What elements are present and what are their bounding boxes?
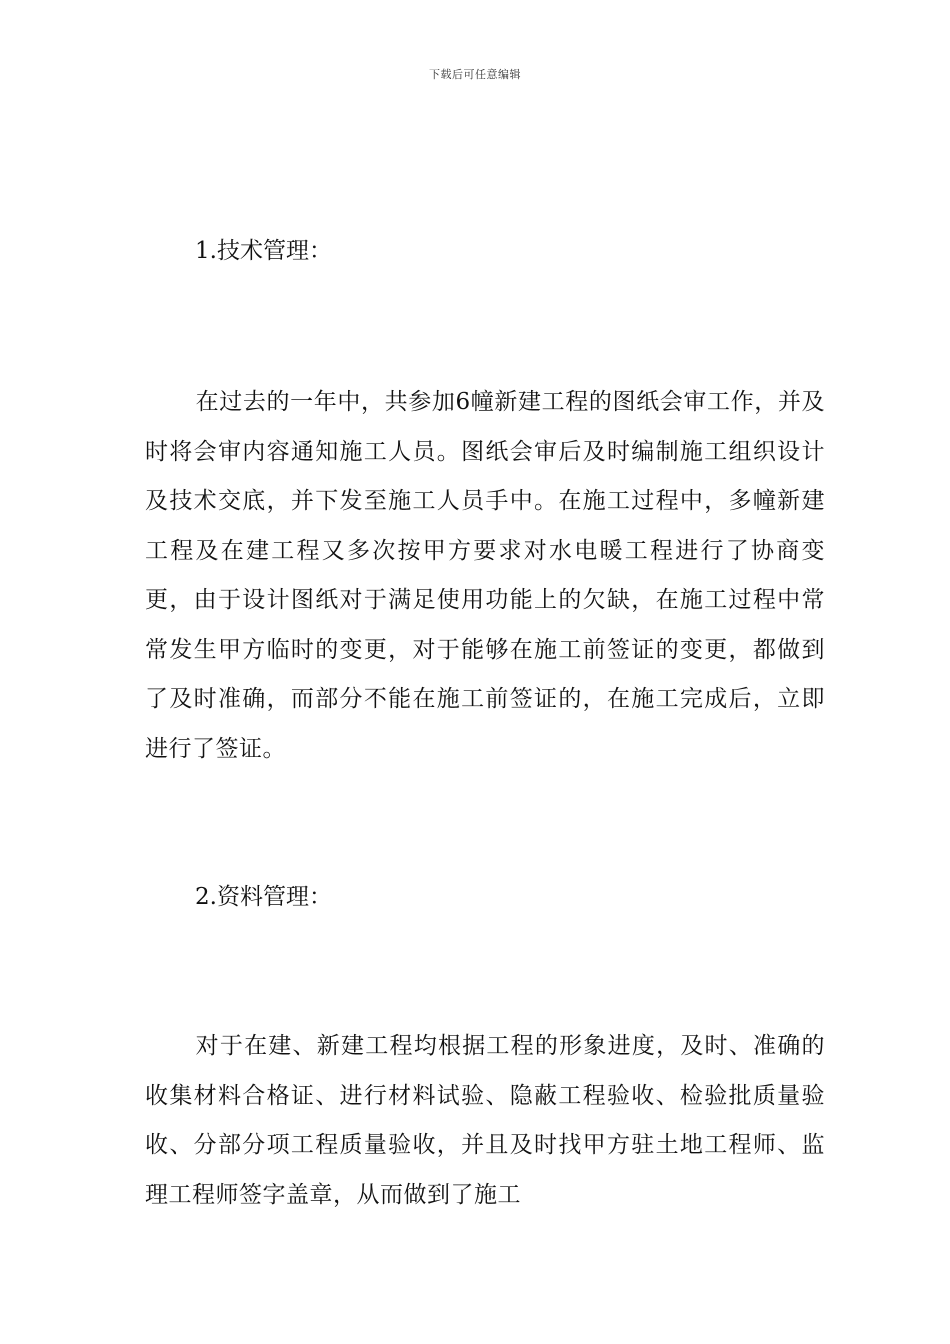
section-body-document-management: 对于在建、新建工程均根据工程的形象进度，及时、准确的收集材料合格证、进行材料试验、隐蔽工程验收、检验批质量验收、分部分项工程质量验收，并且及时找甲方驻土地工程师、监理工程师签字盖章，从而做到了施工: [145, 1033, 825, 1208]
section-body-technical-management: 在过去的一年中，共参加6幢新建工程的图纸会审工作，并及时将会审内容通知施工人员。图纸会审后及时编制施工组织设计及技术交底，并下发至施工人员手中。在施工过程中，多幢新建工程及在建工程又多次按甲方要求对水电暖工程进行了协商变更，由于设计图纸对于满足使用功能上的欠缺，在施工过程中常常发生甲方临时的变更，对于能够在施工前签证的变更，都做到了及时准确，而部分不能在施工前签证的，在施工完成后，立即进行了签证。: [145, 389, 825, 762]
section-heading-document-management: 2.资料管理：: [195, 884, 332, 910]
header-note: 下载后可任意编辑: [429, 68, 521, 81]
section-heading-technical-management: 1.技术管理：: [195, 238, 332, 264]
